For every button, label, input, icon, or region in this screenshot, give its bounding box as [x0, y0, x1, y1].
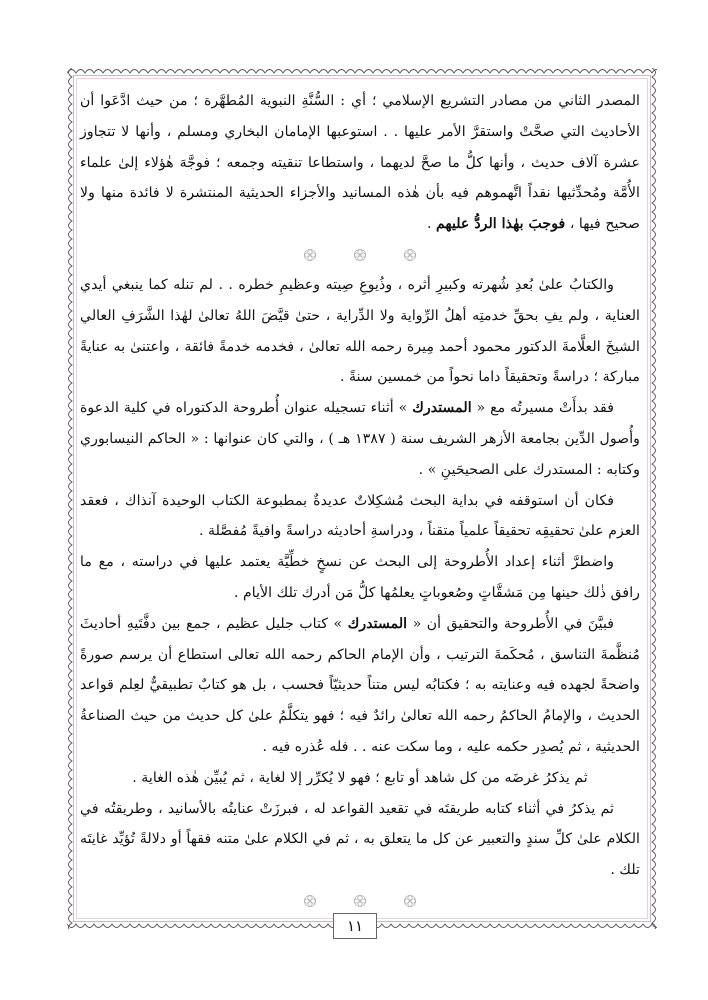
- text-segment: » أثناء تسجيله عنوان أُطروحة الدكتوراه في كلية الدعوة وأُصول الدِّين بجامعة الأزهر الشريف سنة ( ١٣٨٧ هـ ) ، والتي كان عنوانها : « الحاكم النيسابوري وكتابه : المستدرك على الصحيحَينِ » .: [80, 400, 641, 478]
- paragraph-5: [80, 547, 640, 609]
- bold-text-segment: المستدرك: [412, 400, 472, 417]
- floral-ornament-icon: [403, 894, 417, 908]
- paragraph-3: [80, 393, 640, 485]
- text-segment: فبيَّنَ في الأُطروحة والتحقيق أن «: [407, 615, 615, 632]
- paragraph-6: [80, 609, 640, 763]
- frame-scallop-top: [67, 66, 657, 74]
- text-segment: ثم يذكرُ غرضَه من كل شاهد أو تابع ؛ فهو لا يُكرِّر إلا لغاية ، ثم يُبيِّن هٰذه الغاية .: [132, 769, 588, 786]
- paragraph-2: [80, 270, 640, 393]
- floral-ornament-icon: [353, 894, 367, 908]
- page-number: ١١: [333, 913, 377, 939]
- section-divider-1: [80, 240, 640, 270]
- frame-scallop-right: [651, 68, 659, 929]
- paragraph-4: [80, 486, 640, 548]
- text-segment: ثم يذكرُ في أثناء كتابه طريقتَه في تقعيد القواعد له ، فبرزَتْ عنايتُه بالأسانيد ، وطريقتُه في الكلام علىٰ كلِّ سندٍ والتعبير عن كل ما يتعلق به ، ثم في الكلام علىٰ متنه فقهاً أو دلالةً تُؤيِّد غايتَه تلك .: [80, 800, 640, 879]
- paragraph-8: [80, 794, 640, 886]
- floral-ornament-icon: [353, 248, 367, 262]
- paragraph-7: [80, 763, 640, 794]
- frame-scallop-left: [65, 68, 73, 929]
- text-segment: .: [426, 216, 436, 233]
- text-segment: » كتاب جليل عظيم ، جمع بين دفَّتَيهِ أحاديثَ مُنظَّمةَ التناسق ، مُحكَمةَ الترتيب ، وأن الإمام الحاكم رحمه الله تعالى استطاع أن يرسم صورةً واضحةً لجهده فيه وعنايته به ؛ فكتابُه ليس متناً حديثيّاً فحسب ، بل هو كتابٌ تطبيقيٌّ لعِلم قواعد الحديث ، والإمامُ الحاكمُ رحمه الله تعالىٰ رائدٌ فيه ؛ فهو يتكلَّمُ علىٰ كل حديث من حيث الصناعةُ الحديثية ، ثم يُصدِر حكمه عليه ، وما سكت عنه . . فله عُذره فيه .: [80, 615, 640, 755]
- text-segment: واضطرَّ أثناء إعداد الأُطروحة إلى البحث عن نسخٍ خطِّيَّة يعتمد عليها في دراسته ، مع ما رافق ذٰلك حينها مِن مَشقَّاتٍ وصُعوباتٍ يعلمُها كلُّ مَن أدرك تلك الأيام .: [80, 554, 640, 601]
- floral-ornament-icon: [403, 248, 417, 262]
- text-segment: فكان أن استوقفه في بداية البحث مُشكِلاتٌ عديدةٌ بمطبوعة الكتاب الوحيدة آنذاك ، فعقد العزم علىٰ تحقيقِه تحقيقاً علمياً متقناً ، ودراسةِ أحاديثه دراسةً وافيةً مُفصَّلة .: [80, 492, 640, 540]
- floral-ornament-icon: [303, 248, 317, 262]
- bold-text-segment: المستدرك: [347, 615, 408, 632]
- bold-text-segment: فوجبَ بهٰذا الردُّ عليهم: [435, 216, 566, 233]
- text-segment: فقد بدأَتْ مسيرتُه مع «: [471, 400, 614, 417]
- paragraph-1: [80, 86, 640, 240]
- text-segment: المصدر الثاني من مصادر التشريع الإسلامي ؛ أي : السُّنَّةِ النبوية المُطهَّرة ؛ من حيث ادَّعَوا أن الأحاديث التي صحَّتْ واستقرَّ الأمر عليها . . استوعبها الإمامان البخاري ومسلم ، وأنها لا تتجاوز عشرة آلاف حديث ، وأنها كلُّ ما صحَّ لديهما ، واستطاعا تنقيته وجمعه ؛ فوجَّهَ هٰؤلاء إلىٰ علماء الأُمَّة ومُحدِّثيها نقداً اتَّهموهم فيه بأن هٰذه المسانيد والأجزاء الحديثية المنتشرة لا فائدة منها ولا صحيح فيها ،: [80, 93, 640, 233]
- text-segment: والكتابُ علىٰ بُعدِ شُهرته وكبيرِ أثره ، وذُيوعِ صِيته وعظيمِ خطره . . لم تنله كما ينبغي أيدي العناية ، ولم يفِ بحقِّ خدمتِه أهلُ الرِّواية ولا الدِّراية ، حتىٰ قيَّضَ اللهُ تعالىٰ لهٰذا الشَّرَفِ العالي الشيخَ العلَّامةَ الدكتور محمود أحمد مِيرة رحمه الله تعالىٰ ، فخدمه خدمةً فائقة ، واعتنىٰ به عنايةً مباركة ؛ دراسةً وتحقيقاً داما نحواً من خمسين سنةً .: [80, 276, 640, 386]
- floral-ornament-icon: [303, 894, 317, 908]
- section-divider-2: [80, 886, 640, 916]
- page-body: [80, 86, 640, 916]
